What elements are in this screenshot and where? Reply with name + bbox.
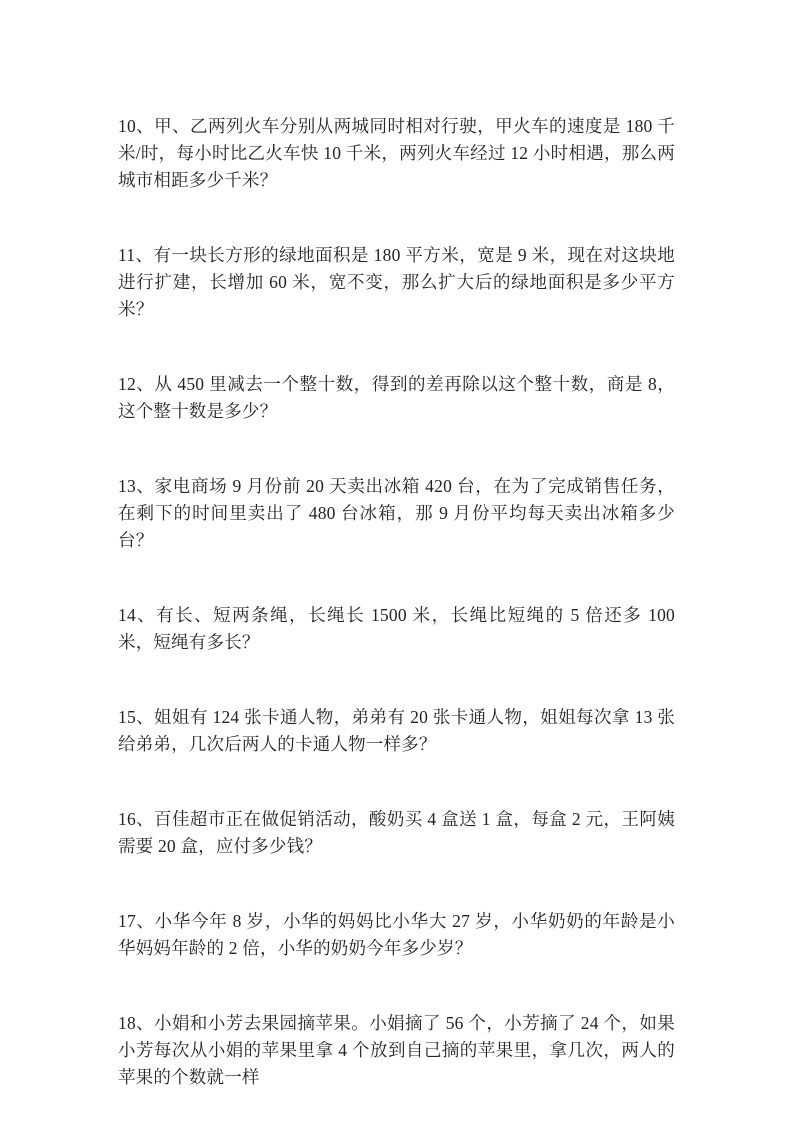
problem-16: 16、百佳超市正在做促销活动，酸奶买 4 盒送 1 盒，每盒 2 元，王阿姨需要 20 盒，应付多少钱？ bbox=[118, 809, 675, 856]
problem-10: 10、甲、乙两列火车分别从两城同时相对行驶，甲火车的速度是 180 千米/时，每小时比乙火车快 10 千米，两列火车经过 12 小时相遇，那么两城市相距多少千米？ bbox=[118, 116, 675, 190]
problem-14: 14、有长、短两条绳，长绳长 1500 米，长绳比短绳的 5 倍还多 100 米，短绳有多长？ bbox=[118, 605, 675, 652]
problem-15: 15、姐姐有 124 张卡通人物，弟弟有 20 张卡通人物，姐姐每次拿 13 张给弟弟，几次后两人的卡通人物一样多？ bbox=[118, 707, 675, 754]
problem-17: 17、小华今年 8 岁，小华的妈妈比小华大 27 岁，小华奶奶的年龄是小华妈妈年龄的 2 倍，小华的奶奶今年多少岁？ bbox=[118, 911, 675, 958]
problem-18: 18、小娟和小芳去果园摘苹果。小娟摘了 56 个，小芳摘了 24 个，如果小芳每次从小娟的苹果里拿 4 个放到自己摘的苹果里，拿几次，两人的苹果的个数就一样 bbox=[118, 1013, 675, 1087]
problem-12: 12、从 450 里减去一个整十数，得到的差再除以这个整十数，商是 8，这个整十数是多少？ bbox=[118, 374, 675, 421]
problem-13: 13、家电商场 9 月份前 20 天卖出冰箱 420 台，在为了完成销售任务，在剩下的时间里卖出了 480 台冰箱，那 9 月份平均每天卖出冰箱多少台？ bbox=[118, 476, 675, 550]
problem-11: 11、有一块长方形的绿地面积是 180 平方米，宽是 9 米，现在对这块地进行扩建，长增加 60 米，宽不变，那么扩大后的绿地面积是多少平方米？ bbox=[118, 245, 675, 319]
